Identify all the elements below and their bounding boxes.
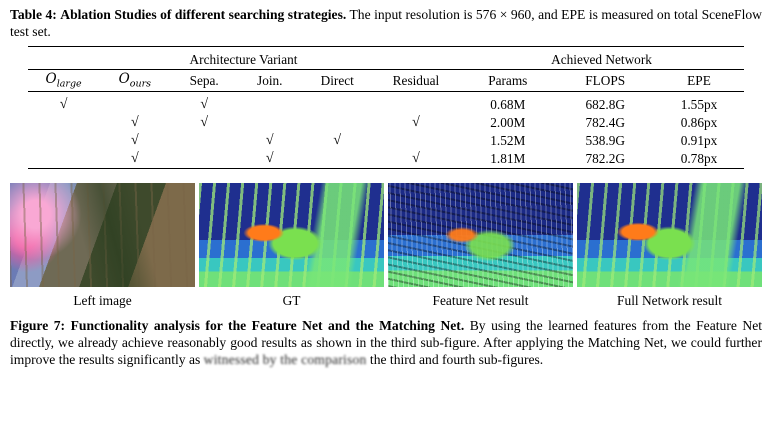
panel-label-left: Left image (73, 292, 132, 308)
table-caption-label: Table 4: (10, 7, 57, 22)
cell-epe: 0.91px (680, 132, 718, 148)
cell-params: 1.52M (490, 132, 526, 148)
panel-image-gt (199, 183, 384, 287)
col-header-sepa: Sepa. (189, 72, 219, 88)
cell-check-residual: √ (412, 150, 420, 166)
cell-check-direct (302, 114, 373, 132)
col-header-params: Params (488, 72, 528, 88)
col-header-o-ours: $O_{ours}$ (118, 71, 152, 90)
figure-caption-text-2: the third and fourth sub-figures. (366, 352, 544, 368)
cell-check-sepa (170, 150, 237, 169)
figure-panel-strip (0, 173, 772, 309)
cell-check-large: √ (59, 96, 68, 112)
figure-panel-full-network (577, 183, 762, 309)
table-row (28, 132, 744, 150)
figure-caption-text-1: By using the learned features from the Feature Net directly, we already achieve reasonably good results as shown in the third sub-figure. After applying the Matching Net, we could further improve the results significantly as (10, 317, 762, 368)
cell-check-join (238, 96, 302, 114)
cell-params: 2.00M (490, 114, 526, 130)
cell-check-direct (302, 96, 373, 114)
cell-params: 1.81M (490, 150, 526, 166)
figure-panel-feature-net (388, 183, 573, 309)
cell-check-direct (302, 150, 373, 169)
cell-check-ours (99, 96, 170, 114)
group-header-architecture: Architecture Variant (28, 51, 459, 70)
ablation-table (28, 46, 744, 173)
table-caption (0, 0, 772, 40)
cell-params: 0.68M (490, 96, 526, 112)
cell-check-ours: √ (130, 114, 139, 130)
panel-image-left (10, 183, 195, 287)
table-caption-title: Ablation Studies of different searching strategies. (60, 7, 347, 22)
cell-check-ours: √ (130, 132, 139, 148)
col-header-direct: Direct (320, 72, 354, 88)
cell-check-residual (373, 96, 459, 114)
cell-flops: 782.4G (585, 114, 626, 130)
col-header-o-large: $O_{large}$ (45, 71, 82, 90)
cell-flops: 682.8G (585, 96, 626, 112)
figure-caption (0, 309, 772, 369)
panel-label-feature-net: Feature Net result (432, 292, 529, 308)
ablation-table-wrapper (0, 40, 772, 173)
col-header-epe: EPE (687, 72, 711, 88)
cell-check-direct: √ (333, 132, 342, 148)
cell-check-sepa (170, 132, 237, 150)
col-header-flops: FLOPS (585, 72, 626, 88)
panel-label-full-network: Full Network result (617, 292, 722, 308)
cell-epe: 1.55px (680, 96, 718, 112)
col-header-residual: Residual (392, 72, 440, 88)
panel-image-full-network (577, 183, 762, 287)
cell-check-large (28, 132, 99, 150)
table-row (28, 96, 744, 114)
table-row (28, 150, 744, 169)
figure-caption-label: Figure 7: (10, 317, 66, 333)
cell-check-join (238, 114, 302, 132)
cell-check-sepa: √ (200, 96, 209, 112)
cell-flops: 538.9G (585, 132, 626, 148)
panel-label-gt: GT (282, 292, 301, 308)
figure-panel-gt (199, 183, 384, 309)
cell-flops: 782.2G (585, 150, 626, 166)
cell-check-large (28, 150, 99, 169)
figure-panel-left-image (10, 183, 195, 309)
table-column-header-row (28, 70, 744, 92)
cell-epe: 0.78px (680, 150, 718, 166)
cell-check-join: √ (265, 150, 274, 166)
panel-image-feature-net (388, 183, 573, 287)
cell-epe: 0.86px (680, 114, 718, 130)
cell-check-sepa: √ (200, 114, 209, 130)
table-caption-text: The input resolution is 576 × 960, and EPE is measured on total SceneFlow test set. (10, 7, 762, 40)
cell-check-ours: √ (130, 150, 139, 166)
cell-check-residual (373, 132, 459, 150)
figure-caption-title: Functionality analysis for the Feature Net and the Matching Net. (70, 317, 465, 333)
cell-check-residual: √ (412, 114, 420, 130)
cell-check-join: √ (265, 132, 274, 148)
group-header-achieved: Achieved Network (459, 51, 744, 70)
table-group-header-row (28, 51, 744, 70)
cell-check-large (28, 114, 99, 132)
figure-caption-blurred-text: witnessed by the comparison (203, 352, 367, 368)
col-header-join: Join. (257, 72, 283, 88)
table-row (28, 114, 744, 132)
